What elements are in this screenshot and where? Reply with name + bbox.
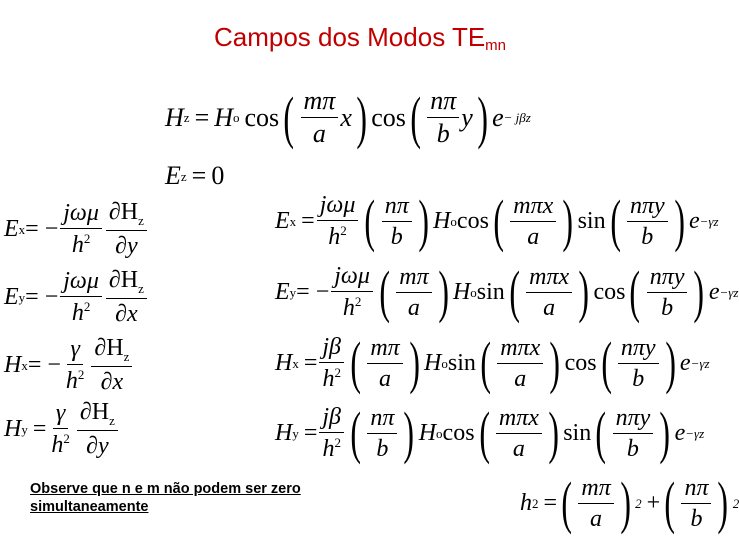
equation-ey-derivative: E y = − $\frac{\text{jωμ}}{h^2}$ $\frac{\partial H_z}{\partial x}$ <box>4 268 149 326</box>
equation-ex-explicit: E x = $\frac{\text{jωμ}}{h^2}$ ( $\frac{n\pi}{b}$ ) H o cos ( $\frac{\text{mπx}}{a}$ ) sin ( $\frac{\text{nπy}}{b}$ ) e −γz <box>275 188 719 253</box>
title-text: Campos dos Modos TE <box>213 22 486 52</box>
title-subscript: mn <box>485 37 507 54</box>
equation-hx-derivative: H x = − $\frac{\gamma}{h^2}$ $\frac{\partial H_z}{\partial x}$ <box>4 336 134 394</box>
equation-h-squared: h 2 = ( $\frac{m\pi}{a}$ ) 2 + ( $\frac{n\pi}{b}$ ) 2 <box>520 470 739 535</box>
equation-ex-derivative: E x = − $\frac{\text{jωμ}}{h^2}$ $\frac{\partial H_z}{\partial y}$ <box>4 200 149 258</box>
page-title <box>0 22 720 54</box>
equation-hz: H z = H o cos ( $\frac{m\pi}{a}$ x ) cos ( $\frac{n\pi}{b}$ y ) e − jβz <box>165 84 531 150</box>
equation-ey-explicit: E y = − $\frac{\text{jωμ}}{h^2}$ ( $\frac{m\pi}{a}$ ) H o sin ( $\frac{\text{mπx}}{a}$ ) cos ( $\frac{\text{nπy}}{b}$ ) e −γz <box>275 259 739 324</box>
equation-hx-explicit: H x = $\frac{j\beta}{h^2}$ ( $\frac{m\pi}{a}$ ) H o sin ( $\frac{\text{mπx}}{a}$ ) cos ( $\frac{\text{nπy}}{b}$ ) e −γz <box>275 330 710 395</box>
equation-hy-explicit: H y = $\frac{j\beta}{h^2}$ ( $\frac{n\pi}{b}$ ) H o cos ( $\frac{\text{mπx}}{a}$ ) sin ( $\frac{\text{nπy}}{b}$ ) e −γz <box>275 400 705 465</box>
note-text: Observe que n e m não podem ser zero simultaneamente <box>30 481 301 516</box>
equation-hy-derivative: H y = $\frac{\gamma}{h^2}$ $\frac{\partial H_z}{\partial y}$ <box>4 400 120 458</box>
equation-ez: E z = 0 <box>165 161 225 190</box>
